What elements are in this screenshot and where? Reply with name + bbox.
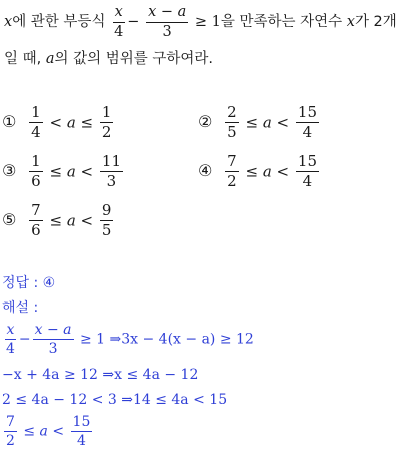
var-a: a	[262, 113, 272, 132]
step1-fraction-1: $\frac{x}{4}$	[6, 322, 15, 358]
step4-fraction-2: $\frac{15}{4}$	[72, 414, 91, 449]
option-right-fraction: $\frac{15}{4}$	[297, 152, 317, 191]
question-line2-text-a: 일 때,	[4, 51, 42, 67]
option-left-fraction: $\frac{2}{5}$	[227, 103, 237, 142]
option-number: ②	[198, 112, 213, 132]
minus-sign: −	[127, 14, 140, 31]
var-a: a	[66, 113, 76, 132]
step4-fraction-1: $\frac{7}{2}$	[6, 414, 15, 449]
var-a: a	[45, 51, 55, 67]
option-number: ④	[198, 161, 213, 181]
option-right-fraction: $\frac{9}{5}$	[101, 201, 112, 240]
relation-2: <	[276, 113, 290, 132]
solution-step-4	[2, 414, 94, 449]
option-left-fraction: $\frac{7}{2}$	[227, 152, 237, 191]
minus-sign: −	[18, 331, 31, 348]
relation-2: ≤	[80, 113, 94, 132]
option-right-fraction: $\frac{1}{2}$	[101, 103, 112, 142]
question-line-1	[4, 4, 397, 40]
option-right-fraction: $\frac{11}{3}$	[101, 152, 121, 191]
var-x-2: x	[346, 14, 355, 31]
relation-2: <	[80, 162, 94, 181]
relation-1: <	[49, 113, 63, 132]
option-number: ①	[2, 112, 17, 132]
solution-step-3: 2 ≤ 4a − 12 < 3 ⇒14 ≤ 4a < 15	[2, 392, 228, 408]
fraction-x-minus-a-over-3: $\frac{x - a}{3}$	[148, 4, 187, 40]
option-4[interactable]	[198, 153, 321, 191]
relation-1: ≤	[245, 162, 259, 181]
relation-2: <	[80, 211, 94, 230]
option-number: ③	[2, 161, 17, 181]
option-right-fraction: $\frac{15}{4}$	[297, 103, 317, 142]
answer-label: 정답 : ④	[2, 275, 56, 291]
option-5[interactable]	[2, 202, 115, 240]
step1-fraction-2: $\frac{x - a}{3}$	[34, 322, 72, 358]
solution-step-1	[2, 322, 254, 357]
question-text-a: 에 관한 부등식	[12, 14, 106, 31]
step1-rest: ≥ 1 ⇒3x − 4(x − a) ≥ 12	[79, 331, 254, 348]
question-line-2	[4, 47, 213, 68]
question-line2-text-b: 의 값의 범위를 구하여라.	[54, 51, 214, 67]
relation-1: ≤	[245, 113, 259, 132]
var-a: a	[262, 162, 272, 181]
option-left-fraction: $\frac{1}{4}$	[31, 103, 41, 142]
option-left-fraction: $\frac{7}{6}$	[31, 201, 41, 240]
fraction-x-over-4: $\frac{x}{4}$	[114, 4, 124, 40]
var-a: a	[66, 211, 76, 230]
option-2[interactable]	[198, 104, 321, 142]
var-x: x	[4, 14, 13, 31]
question-text-c: 가 2개	[354, 14, 397, 31]
var-a: a	[66, 162, 76, 181]
step4-mid: ≤ a <	[23, 423, 65, 440]
relation-2: <	[276, 162, 290, 181]
question-text-b: 을 만족하는 자연수	[220, 14, 343, 31]
option-1[interactable]	[2, 104, 115, 142]
inequality: ≥ 1	[194, 14, 221, 31]
option-left-fraction: $\frac{1}{6}$	[31, 152, 41, 191]
relation-1: ≤	[49, 162, 63, 181]
solution-label: 해설 :	[2, 300, 39, 316]
relation-1: ≤	[49, 211, 63, 230]
option-number: ⑤	[2, 210, 17, 230]
option-3[interactable]	[2, 153, 125, 191]
solution-step-2: −x + 4a ≥ 12 ⇒x ≤ 4a − 12	[2, 367, 199, 383]
